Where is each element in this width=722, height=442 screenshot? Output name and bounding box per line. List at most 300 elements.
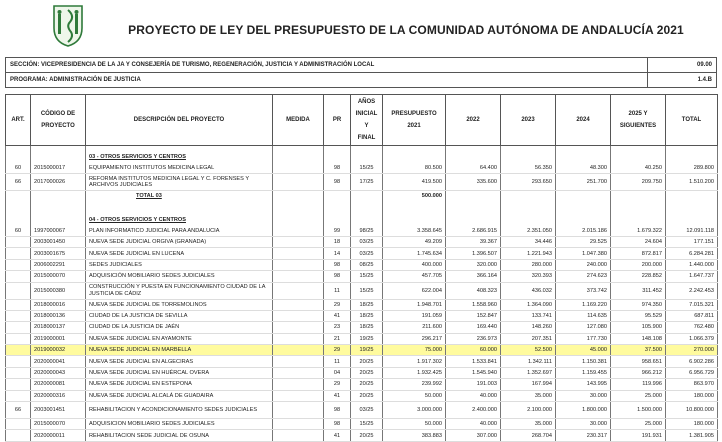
pr-cell: 04: [324, 367, 351, 378]
amount-2023-cell: 320.393: [501, 271, 556, 282]
description-cell: TOTAL 03: [86, 190, 273, 201]
amount-2023-cell: 293.650: [501, 173, 556, 190]
medida-cell: [273, 226, 324, 237]
presupuesto-2021-cell: 500.000: [383, 190, 446, 201]
code-cell: 2018000137: [31, 322, 86, 333]
amount-2023-cell: 35.000: [501, 419, 556, 430]
amount-2023-cell: 52.500: [501, 345, 556, 356]
presupuesto-2021-cell: 239.992: [383, 379, 446, 390]
code-cell: [31, 201, 86, 215]
amount-2023-cell: [501, 190, 556, 201]
amount-2022-cell: 1.558.960: [446, 299, 501, 310]
presupuesto-2021-cell: 191.059: [383, 310, 446, 321]
total-cell: 180.000: [666, 390, 718, 401]
medida-cell: [273, 310, 324, 321]
table-spacer-row: [6, 201, 718, 215]
amount-2025-cell: 966.212: [611, 367, 666, 378]
amount-2025-cell: [611, 190, 666, 201]
budget-projects-table: [5, 94, 718, 442]
description-cell: NUEVA SEDE JUDICIAL EN HUÉRCAL OVERA: [86, 367, 273, 378]
programa-cell: [6, 73, 648, 88]
pr-cell: 29: [324, 345, 351, 356]
description-cell: REHABILITACION SEDE JUDICIAL DE OSUNA: [86, 430, 273, 441]
amount-2024-cell: 1.159.455: [556, 367, 611, 378]
medida-cell: [273, 322, 324, 333]
art-cell: [6, 419, 31, 430]
programa-code: 1.4.B: [648, 73, 717, 88]
code-cell: 2018000136: [31, 310, 86, 321]
col-total: TOTAL: [666, 95, 718, 146]
table-row: [6, 282, 718, 299]
amount-2025-cell: [611, 201, 666, 215]
col-descripcion: DESCRIPCIÓN DEL PROYECTO: [86, 95, 273, 146]
seccion-row: [6, 58, 717, 73]
pr-cell: 98: [324, 419, 351, 430]
table-row: [6, 310, 718, 321]
description-cell: NUEVA SEDE JUDICIAL EN ALGECIRAS: [86, 356, 273, 367]
presupuesto-2021-cell: 296.217: [383, 333, 446, 344]
total-cell: 1.381.905: [666, 430, 718, 441]
amount-2024-cell: [556, 190, 611, 201]
amount-2023-cell: 34.446: [501, 236, 556, 247]
description-cell: [86, 201, 273, 215]
col-anios-line2: INICIAL Y: [355, 111, 378, 129]
medida-cell: [273, 248, 324, 259]
code-cell: 2020000043: [31, 367, 86, 378]
amount-2025-cell: 191.931: [611, 430, 666, 441]
years-cell: 15/25: [351, 162, 383, 173]
pr-cell: 41: [324, 430, 351, 441]
total-cell: 289.800: [666, 162, 718, 173]
code-cell: 2015000070: [31, 419, 86, 430]
presupuesto-2021-cell: 1.917.302: [383, 356, 446, 367]
art-cell: 66: [6, 402, 31, 419]
amount-2025-cell: 872.817: [611, 248, 666, 259]
years-cell: 17/25: [351, 173, 383, 190]
total-cell: 1.440.000: [666, 259, 718, 270]
presupuesto-2021-cell: 3.358.645: [383, 226, 446, 237]
amount-2025-cell: [611, 215, 666, 225]
years-cell: 08/25: [351, 259, 383, 270]
description-cell: NUEVA SEDE JUDICIAL EN ESTEPONA: [86, 379, 273, 390]
medida-cell: [273, 190, 324, 201]
amount-2022-cell: 366.164: [446, 271, 501, 282]
years-cell: 15/25: [351, 282, 383, 299]
amount-2023-cell: [501, 152, 556, 162]
amount-2023-cell: 1.364.090: [501, 299, 556, 310]
code-cell: 1997000067: [31, 226, 86, 237]
code-cell: 2020000316: [31, 390, 86, 401]
years-cell: 20/25: [351, 367, 383, 378]
description-cell: 03 - OTROS SERVICIOS Y CENTROS: [86, 152, 273, 162]
presupuesto-2021-cell: 1.932.425: [383, 367, 446, 378]
art-cell: [6, 310, 31, 321]
medida-cell: [273, 215, 324, 225]
amount-2022-cell: 2.686.915: [446, 226, 501, 237]
amount-2022-cell: 39.367: [446, 236, 501, 247]
medida-cell: [273, 390, 324, 401]
art-cell: [6, 215, 31, 225]
pr-cell: 21: [324, 333, 351, 344]
table-row: [6, 322, 718, 333]
col-2024: 2024: [556, 95, 611, 146]
amount-2024-cell: 114.635: [556, 310, 611, 321]
code-cell: 2020000081: [31, 379, 86, 390]
total-cell: 12.091.118: [666, 226, 718, 237]
description-cell: NUEVA SEDE JUDICIAL ORGIVA (GRANADA): [86, 236, 273, 247]
medida-cell: [273, 356, 324, 367]
pr-cell: 14: [324, 248, 351, 259]
amount-2023-cell: 133.741: [501, 310, 556, 321]
pr-cell: 18: [324, 236, 351, 247]
amount-2025-cell: 228.852: [611, 271, 666, 282]
description-cell: CIUDAD DE LA JUSTICIA DE JAÉN: [86, 322, 273, 333]
medida-cell: [273, 333, 324, 344]
total-cell: 863.970: [666, 379, 718, 390]
amount-2023-cell: 1.342.111: [501, 356, 556, 367]
amount-2022-cell: 169.440: [446, 322, 501, 333]
presupuesto-2021-cell: 383.883: [383, 430, 446, 441]
table-row: [6, 430, 718, 441]
table-row: [6, 390, 718, 401]
table-row: [6, 173, 718, 190]
total-cell: 1.066.379: [666, 333, 718, 344]
col-2023: 2023: [501, 95, 556, 146]
years-cell: [351, 152, 383, 162]
code-cell: 2020000011: [31, 430, 86, 441]
medida-cell: [273, 173, 324, 190]
table-header-row: [6, 95, 718, 146]
amount-2022-cell: 191.003: [446, 379, 501, 390]
pr-cell: 98: [324, 402, 351, 419]
table-row: [6, 259, 718, 270]
medida-cell: [273, 345, 324, 356]
description-cell: SEDES JUDICIALES: [86, 259, 273, 270]
amount-2023-cell: 35.000: [501, 390, 556, 401]
amount-2025-cell: 200.000: [611, 259, 666, 270]
presupuesto-2021-cell: 50.000: [383, 390, 446, 401]
art-cell: [6, 201, 31, 215]
years-cell: 18/25: [351, 322, 383, 333]
years-cell: 20/25: [351, 430, 383, 441]
table-row: [6, 299, 718, 310]
medida-cell: [273, 402, 324, 419]
presupuesto-2021-cell: 419.500: [383, 173, 446, 190]
amount-2024-cell: 1.150.381: [556, 356, 611, 367]
pr-cell: 11: [324, 282, 351, 299]
art-cell: [6, 152, 31, 162]
col-art: ART.: [6, 95, 31, 146]
total-cell: 6.956.729: [666, 367, 718, 378]
col-presupuesto-2021: PRESUPUESTO 2021: [383, 95, 446, 146]
amount-2024-cell: [556, 152, 611, 162]
table-row: [6, 162, 718, 173]
art-cell: [6, 333, 31, 344]
table-row: [6, 367, 718, 378]
amount-2025-cell: 25.000: [611, 419, 666, 430]
years-cell: 20/25: [351, 379, 383, 390]
col-codigo: [31, 95, 86, 146]
pr-cell: 98: [324, 271, 351, 282]
col-anios-line3: FINAL: [357, 135, 376, 141]
amount-2022-cell: 307.000: [446, 430, 501, 441]
highlighted-table-row: [6, 345, 718, 356]
years-cell: 98/25: [351, 226, 383, 237]
years-cell: 20/25: [351, 356, 383, 367]
amount-2025-cell: 40.250: [611, 162, 666, 173]
total-cell: 6.902.286: [666, 356, 718, 367]
document-title: PROYECTO DE LEY DEL PRESUPUESTO DE LA COMUNIDAD AUTÓNOMA DE ANDALUCÍA 2021: [128, 23, 684, 37]
amount-2025-cell: 1.679.322: [611, 226, 666, 237]
programa-row: [6, 73, 717, 88]
amount-2022-cell: 40.000: [446, 390, 501, 401]
amount-2024-cell: 230.317: [556, 430, 611, 441]
medida-cell: [273, 201, 324, 215]
table-row: [6, 248, 718, 259]
presupuesto-2021-cell: 211.600: [383, 322, 446, 333]
amount-2024-cell: 2.015.186: [556, 226, 611, 237]
total-cell: 687.811: [666, 310, 718, 321]
amount-2025-cell: 209.750: [611, 173, 666, 190]
amount-2022-cell: 1.545.940: [446, 367, 501, 378]
section-heading-row: [6, 215, 718, 225]
col-2025-line1: 2025 Y: [628, 111, 648, 117]
art-cell: [6, 271, 31, 282]
amount-2022-cell: 60.000: [446, 345, 501, 356]
amount-2023-cell: 280.000: [501, 259, 556, 270]
total-cell: 180.000: [666, 419, 718, 430]
presupuesto-2021-cell: 80.500: [383, 162, 446, 173]
medida-cell: [273, 419, 324, 430]
medida-cell: [273, 282, 324, 299]
amount-2024-cell: 1.800.000: [556, 402, 611, 419]
seccion-text: VICEPRESIDENCIA DE LA JA Y CONSEJERÍA DE TURISMO, REGENERACIÓN, JUSTICIA Y ADMINISTRACIÓN LOCAL: [41, 62, 375, 68]
pr-cell: 98: [324, 162, 351, 173]
amount-2025-cell: 95.529: [611, 310, 666, 321]
table-row: [6, 226, 718, 237]
code-cell: [31, 152, 86, 162]
col-medida: MEDIDA: [273, 95, 324, 146]
presupuesto-2021-cell: 50.000: [383, 419, 446, 430]
programa-label: PROGRAMA:: [10, 77, 48, 83]
years-cell: 19/25: [351, 333, 383, 344]
amount-2025-cell: 105.900: [611, 322, 666, 333]
description-cell: PLAN INFORMATICO JUDICIAL PARA ANDALUCIA: [86, 226, 273, 237]
code-cell: 2003001451: [31, 402, 86, 419]
amount-2023-cell: [501, 201, 556, 215]
amount-2023-cell: 56.350: [501, 162, 556, 173]
amount-2025-cell: [611, 152, 666, 162]
art-cell: [6, 190, 31, 201]
col-2025-line2: SIGUIENTES: [619, 123, 657, 129]
total-cell: [666, 190, 718, 201]
junta-andalucia-logo: [48, 4, 88, 48]
art-cell: [6, 282, 31, 299]
description-cell: NUEVA SEDE JUDICIAL EN LUCENA: [86, 248, 273, 259]
code-cell: 2003001450: [31, 236, 86, 247]
medida-cell: [273, 271, 324, 282]
art-cell: 60: [6, 162, 31, 173]
description-cell: REFORMA INSTITUTOS MEDICINA LEGAL Y C. FORENSES Y ARCHIVOS JUDICIALES: [86, 173, 273, 190]
amount-2023-cell: 268.704: [501, 430, 556, 441]
amount-2022-cell: [446, 190, 501, 201]
code-cell: 2017000026: [31, 173, 86, 190]
medida-cell: [273, 379, 324, 390]
amount-2023-cell: 207.351: [501, 333, 556, 344]
years-cell: [351, 190, 383, 201]
art-cell: [6, 367, 31, 378]
presupuesto-2021-cell: [383, 201, 446, 215]
description-cell: REHABILITACION Y ACONDICIONAMIENTO SEDES JUDICIALES: [86, 402, 273, 419]
seccion-cell: [6, 58, 648, 73]
years-cell: 03/25: [351, 236, 383, 247]
amount-2024-cell: [556, 201, 611, 215]
code-cell: 2003001675: [31, 248, 86, 259]
years-cell: 15/25: [351, 419, 383, 430]
presupuesto-2021-cell: 622.004: [383, 282, 446, 299]
code-cell: 2019000001: [31, 333, 86, 344]
amount-2022-cell: 40.000: [446, 419, 501, 430]
pr-cell: 98: [324, 259, 351, 270]
amount-2023-cell: 2.351.050: [501, 226, 556, 237]
description-cell: NUEVA SEDE JUDICIAL EN MARBELLA: [86, 345, 273, 356]
amount-2023-cell: 1.221.943: [501, 248, 556, 259]
presupuesto-2021-cell: [383, 215, 446, 225]
art-cell: [6, 430, 31, 441]
section-total-row: [6, 190, 718, 201]
table-row: [6, 271, 718, 282]
total-cell: [666, 215, 718, 225]
art-cell: [6, 356, 31, 367]
art-cell: [6, 322, 31, 333]
presupuesto-2021-cell: 1.745.634: [383, 248, 446, 259]
col-anios: [351, 95, 383, 146]
amount-2023-cell: 2.100.000: [501, 402, 556, 419]
table-row: [6, 236, 718, 247]
medida-cell: [273, 162, 324, 173]
medida-cell: [273, 152, 324, 162]
table-row: [6, 379, 718, 390]
col-2025: [611, 95, 666, 146]
amount-2025-cell: 1.500.000: [611, 402, 666, 419]
pr-cell: 41: [324, 390, 351, 401]
amount-2024-cell: 143.995: [556, 379, 611, 390]
amount-2025-cell: 119.996: [611, 379, 666, 390]
amount-2022-cell: 408.323: [446, 282, 501, 299]
pr-cell: [324, 190, 351, 201]
code-cell: 2020000041: [31, 356, 86, 367]
art-cell: 66: [6, 173, 31, 190]
amount-2022-cell: 1.396.507: [446, 248, 501, 259]
presupuesto-2021-cell: 3.000.000: [383, 402, 446, 419]
total-cell: 762.480: [666, 322, 718, 333]
total-cell: [666, 201, 718, 215]
description-cell: ADQUISICION MOBILIARIO SEDES JUDICIALES: [86, 419, 273, 430]
total-cell: 1.647.737: [666, 271, 718, 282]
col-codigo-line1: CÓDIGO DE: [40, 111, 76, 117]
total-cell: 10.800.000: [666, 402, 718, 419]
code-cell: 2015000070: [31, 271, 86, 282]
description-cell: NUEVA SEDE JUDICIAL EN AYAMONTE: [86, 333, 273, 344]
amount-2024-cell: 1.047.380: [556, 248, 611, 259]
amount-2022-cell: 1.533.841: [446, 356, 501, 367]
col-codigo-line2: PROYECTO: [41, 123, 75, 129]
amount-2024-cell: 45.000: [556, 345, 611, 356]
amount-2024-cell: 274.623: [556, 271, 611, 282]
amount-2023-cell: 436.032: [501, 282, 556, 299]
years-cell: [351, 201, 383, 215]
col-anios-line1: AÑOS: [357, 99, 376, 105]
amount-2023-cell: 1.352.697: [501, 367, 556, 378]
amount-2024-cell: 30.000: [556, 419, 611, 430]
total-cell: 270.000: [666, 345, 718, 356]
programa-text: ADMINISTRACIÓN DE JUSTICIA: [49, 77, 141, 83]
amount-2022-cell: 152.847: [446, 310, 501, 321]
art-cell: [6, 379, 31, 390]
pr-cell: 99: [324, 226, 351, 237]
section-info-table: [5, 57, 717, 88]
total-cell: 6.284.281: [666, 248, 718, 259]
pr-cell: [324, 152, 351, 162]
amount-2024-cell: 127.080: [556, 322, 611, 333]
amount-2025-cell: 24.604: [611, 236, 666, 247]
table-row: [6, 419, 718, 430]
medida-cell: [273, 299, 324, 310]
presupuesto-2021-cell: 1.948.701: [383, 299, 446, 310]
medida-cell: [273, 367, 324, 378]
code-cell: 2015000017: [31, 162, 86, 173]
amount-2024-cell: [556, 215, 611, 225]
amount-2024-cell: 30.000: [556, 390, 611, 401]
amount-2023-cell: 148.260: [501, 322, 556, 333]
seccion-label: SECCIÓN:: [10, 62, 40, 68]
pr-cell: 23: [324, 322, 351, 333]
col-pr: PR: [324, 95, 351, 146]
amount-2025-cell: 974.350: [611, 299, 666, 310]
code-cell: [31, 190, 86, 201]
amount-2024-cell: 1.169.220: [556, 299, 611, 310]
pr-cell: 11: [324, 356, 351, 367]
medida-cell: [273, 236, 324, 247]
amount-2024-cell: 29.525: [556, 236, 611, 247]
amount-2022-cell: [446, 152, 501, 162]
amount-2022-cell: 2.400.000: [446, 402, 501, 419]
amount-2023-cell: [501, 215, 556, 225]
description-cell: CIUDAD DE LA JUSTICIA DE SEVILLA: [86, 310, 273, 321]
years-cell: 20/25: [351, 390, 383, 401]
description-cell: ADQUISICIÓN MOBILIARIO SEDES JUDICIALES: [86, 271, 273, 282]
years-cell: 19/25: [351, 345, 383, 356]
amount-2024-cell: 373.742: [556, 282, 611, 299]
amount-2023-cell: 167.994: [501, 379, 556, 390]
seccion-code: 09.00: [648, 58, 717, 73]
total-cell: 7.015.321: [666, 299, 718, 310]
pr-cell: [324, 201, 351, 215]
art-cell: [6, 345, 31, 356]
medida-cell: [273, 259, 324, 270]
years-cell: [351, 215, 383, 225]
description-cell: NUEVA SEDE JUDICIAL DE TORREMOLINOS: [86, 299, 273, 310]
amount-2025-cell: 37.500: [611, 345, 666, 356]
art-cell: [6, 390, 31, 401]
code-cell: 2019000032: [31, 345, 86, 356]
section-heading-row: [6, 152, 718, 162]
pr-cell: 29: [324, 379, 351, 390]
art-cell: [6, 236, 31, 247]
amount-2024-cell: 251.700: [556, 173, 611, 190]
amount-2022-cell: 236.973: [446, 333, 501, 344]
presupuesto-2021-cell: 49.209: [383, 236, 446, 247]
